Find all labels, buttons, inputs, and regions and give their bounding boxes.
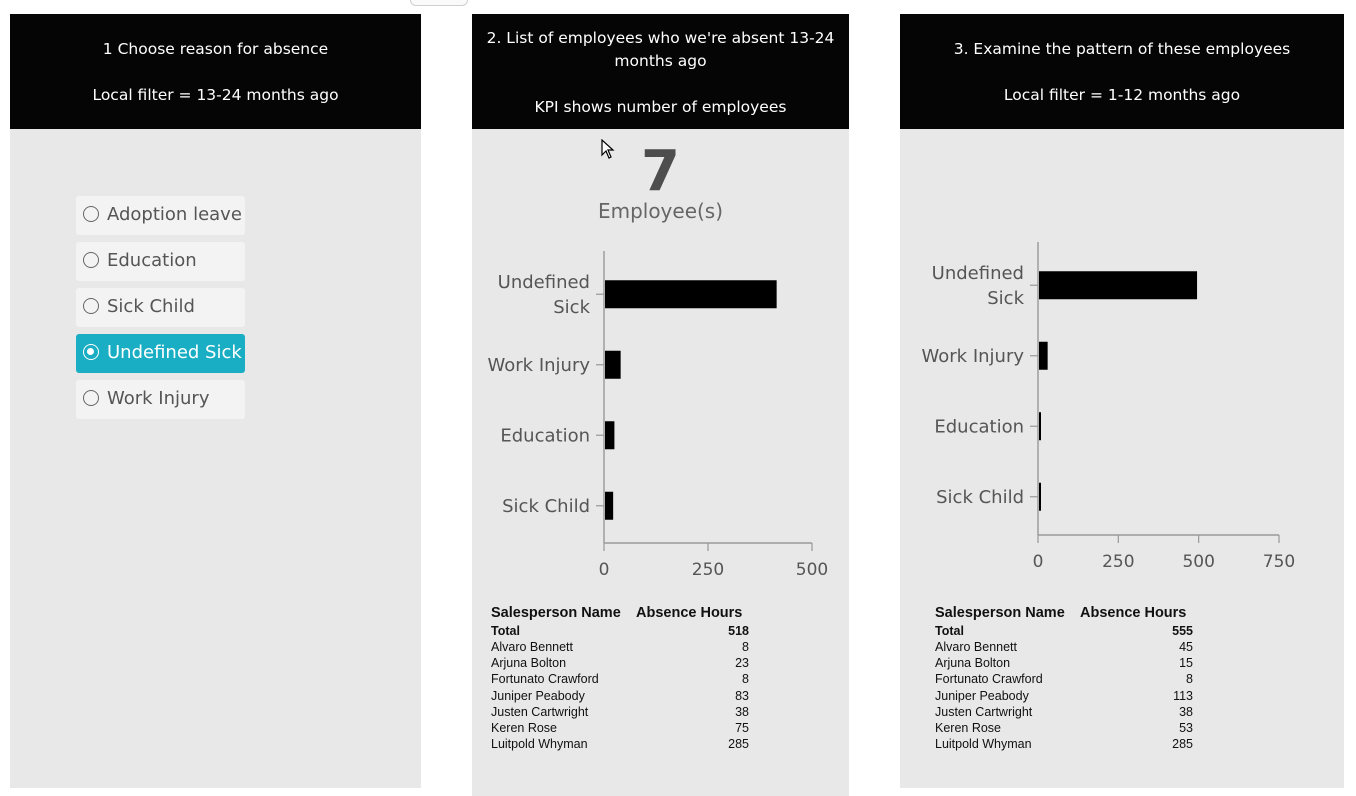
cell-name: Juniper Peabody bbox=[935, 688, 1029, 703]
cell-hours: 285 bbox=[728, 737, 749, 752]
bar-undefined-sick bbox=[1039, 271, 1197, 299]
cell-hours: 38 bbox=[735, 704, 749, 719]
table-row bbox=[935, 656, 1193, 672]
kpi-value: 7 bbox=[641, 139, 680, 204]
category-label-line: Sick bbox=[987, 287, 1024, 309]
radio-unchecked-icon[interactable] bbox=[83, 206, 99, 222]
table-row bbox=[491, 705, 749, 721]
category-label-line: Work Injury bbox=[921, 345, 1024, 367]
radio-option-label: Education bbox=[107, 250, 197, 271]
cell-name: Juniper Peabody bbox=[491, 688, 585, 703]
table-row bbox=[935, 705, 1193, 721]
cell-hours: 53 bbox=[1179, 721, 1193, 735]
employee-hours-table-1-12 bbox=[935, 605, 1235, 765]
panel2-title-line1: 2. List of employees who we're absent 13-24 bbox=[486, 29, 835, 47]
panel1-title: 1 Choose reason for absence bbox=[102, 40, 329, 58]
cell-name: Justen Cartwright bbox=[491, 704, 589, 719]
panel3-title: 3. Examine the pattern of these employees bbox=[953, 40, 1291, 58]
table-row bbox=[491, 672, 749, 688]
cell-hours: 518 bbox=[728, 624, 749, 638]
cell-name: Alvaro Bennett bbox=[935, 640, 1017, 654]
radio-option-adoption-leave[interactable] bbox=[76, 196, 245, 235]
x-tick-label-250: 250 bbox=[691, 560, 725, 580]
cell-name: Total bbox=[935, 624, 964, 638]
category-label-line: Sick Child bbox=[502, 495, 590, 517]
bar-education bbox=[605, 421, 614, 449]
employee-hours-table-13-24 bbox=[491, 605, 791, 765]
table-row bbox=[935, 672, 1193, 688]
cell-hours: 8 bbox=[1186, 672, 1193, 687]
bar-work-injury bbox=[1039, 342, 1048, 370]
category-label-line: Undefined bbox=[931, 262, 1024, 284]
x-tick-label-750: 750 bbox=[1262, 552, 1296, 572]
cell-hours: 285 bbox=[1172, 737, 1193, 752]
panel2-title-line2: months ago bbox=[614, 52, 707, 70]
category-label-work-injury bbox=[922, 346, 1025, 367]
panel2-subtitle: KPI shows number of employees bbox=[534, 98, 787, 116]
table-row bbox=[935, 737, 1193, 753]
category-label-line: Education bbox=[500, 425, 590, 447]
kpi-card bbox=[472, 129, 849, 249]
cell-hours: 83 bbox=[735, 688, 749, 703]
category-label-line: Undefined bbox=[497, 271, 590, 293]
cell-hours: 555 bbox=[1172, 624, 1193, 638]
table-row bbox=[491, 721, 749, 737]
panel-employee-list bbox=[472, 14, 849, 796]
category-label-line: Work Injury bbox=[487, 354, 590, 376]
radio-option-label: Undefined Sick bbox=[107, 342, 242, 363]
column-header-hours[interactable]: Absence Hours bbox=[636, 605, 743, 621]
category-label-line: Sick bbox=[553, 296, 590, 318]
cell-hours: 113 bbox=[1173, 688, 1193, 703]
x-tick-label-500: 500 bbox=[1182, 552, 1215, 572]
cell-name: Keren Rose bbox=[935, 721, 1002, 735]
category-label-work-injury bbox=[488, 355, 591, 376]
column-header-name[interactable]: Salesperson Name bbox=[491, 605, 621, 621]
x-tick-label-0: 0 bbox=[1032, 552, 1044, 572]
table-row bbox=[491, 689, 749, 705]
column-header-name[interactable]: Salesperson Name bbox=[935, 605, 1065, 621]
panel-employee-pattern bbox=[900, 14, 1344, 788]
cell-hours: 75 bbox=[735, 721, 749, 735]
mouse-cursor-icon bbox=[601, 139, 617, 161]
panel3-header bbox=[900, 14, 1344, 129]
radio-unchecked-icon[interactable] bbox=[83, 252, 99, 268]
category-label-undefined-sick bbox=[498, 272, 591, 318]
x-tick-label-500: 500 bbox=[795, 560, 829, 580]
table-total-row bbox=[491, 624, 749, 640]
bar-sick-child bbox=[605, 492, 613, 520]
panel1-filter: Local filter = 13-24 months ago bbox=[92, 86, 339, 104]
absence-bar-chart-13-24 bbox=[472, 239, 849, 584]
bar-sick-child bbox=[1039, 483, 1041, 511]
bar-undefined-sick bbox=[605, 280, 777, 308]
table-row bbox=[935, 640, 1193, 656]
table-row bbox=[935, 689, 1193, 705]
x-tick-label-250: 250 bbox=[1102, 552, 1135, 572]
column-header-hours[interactable]: Absence Hours bbox=[1080, 605, 1187, 621]
absence-bar-chart-1-12 bbox=[900, 229, 1344, 574]
radio-option-undefined-sick[interactable] bbox=[76, 334, 245, 373]
cell-name: Luitpold Whyman bbox=[935, 737, 1032, 752]
radio-unchecked-icon[interactable] bbox=[83, 298, 99, 314]
cell-hours: 15 bbox=[1179, 656, 1193, 671]
top-tab-handle[interactable] bbox=[410, 0, 468, 6]
category-label-sick-child bbox=[936, 487, 1024, 508]
cell-hours: 45 bbox=[1179, 640, 1193, 654]
radio-checked-icon[interactable] bbox=[83, 344, 99, 360]
radio-option-sick-child[interactable] bbox=[76, 288, 245, 327]
cell-name: Fortunato Crawford bbox=[935, 672, 1043, 687]
radio-option-work-injury[interactable] bbox=[76, 380, 245, 419]
cell-hours: 38 bbox=[1179, 704, 1193, 719]
bar-education bbox=[1039, 412, 1041, 440]
table-row bbox=[935, 721, 1193, 737]
radio-option-label: Sick Child bbox=[107, 296, 195, 317]
category-label-undefined-sick bbox=[932, 263, 1025, 309]
cell-name: Keren Rose bbox=[491, 721, 558, 735]
table-row bbox=[491, 656, 749, 672]
radio-option-education[interactable] bbox=[76, 242, 245, 281]
category-label-line: Education bbox=[934, 416, 1024, 438]
panel2-header bbox=[472, 14, 849, 129]
radio-unchecked-icon[interactable] bbox=[83, 390, 99, 406]
category-label-education bbox=[934, 416, 1024, 437]
cell-name: Justen Cartwright bbox=[935, 704, 1033, 719]
category-label-line: Sick Child bbox=[936, 486, 1024, 508]
radio-option-label: Adoption leave bbox=[107, 204, 242, 225]
kpi-label: Employee(s) bbox=[597, 199, 724, 223]
cell-name: Alvaro Bennett bbox=[491, 640, 573, 654]
panel3-filter: Local filter = 1-12 months ago bbox=[1003, 86, 1241, 104]
x-tick-label-0: 0 bbox=[598, 560, 610, 580]
panel-reason-slicer bbox=[10, 14, 421, 788]
cell-hours: 8 bbox=[742, 672, 749, 687]
table-row bbox=[491, 737, 749, 753]
cell-name: Fortunato Crawford bbox=[491, 672, 599, 687]
cell-hours: 23 bbox=[735, 656, 749, 671]
cell-name: Arjuna Bolton bbox=[491, 656, 567, 671]
bar-work-injury bbox=[605, 351, 621, 379]
cell-name: Total bbox=[491, 624, 520, 638]
radio-option-label: Work Injury bbox=[107, 388, 210, 409]
category-label-education bbox=[500, 425, 590, 446]
cell-name: Arjuna Bolton bbox=[935, 656, 1011, 671]
panel1-header bbox=[10, 14, 421, 129]
table-row bbox=[491, 640, 749, 656]
table-total-row bbox=[935, 624, 1193, 640]
cell-hours: 8 bbox=[742, 640, 749, 654]
category-label-sick-child bbox=[502, 496, 590, 517]
cell-name: Luitpold Whyman bbox=[491, 737, 588, 752]
